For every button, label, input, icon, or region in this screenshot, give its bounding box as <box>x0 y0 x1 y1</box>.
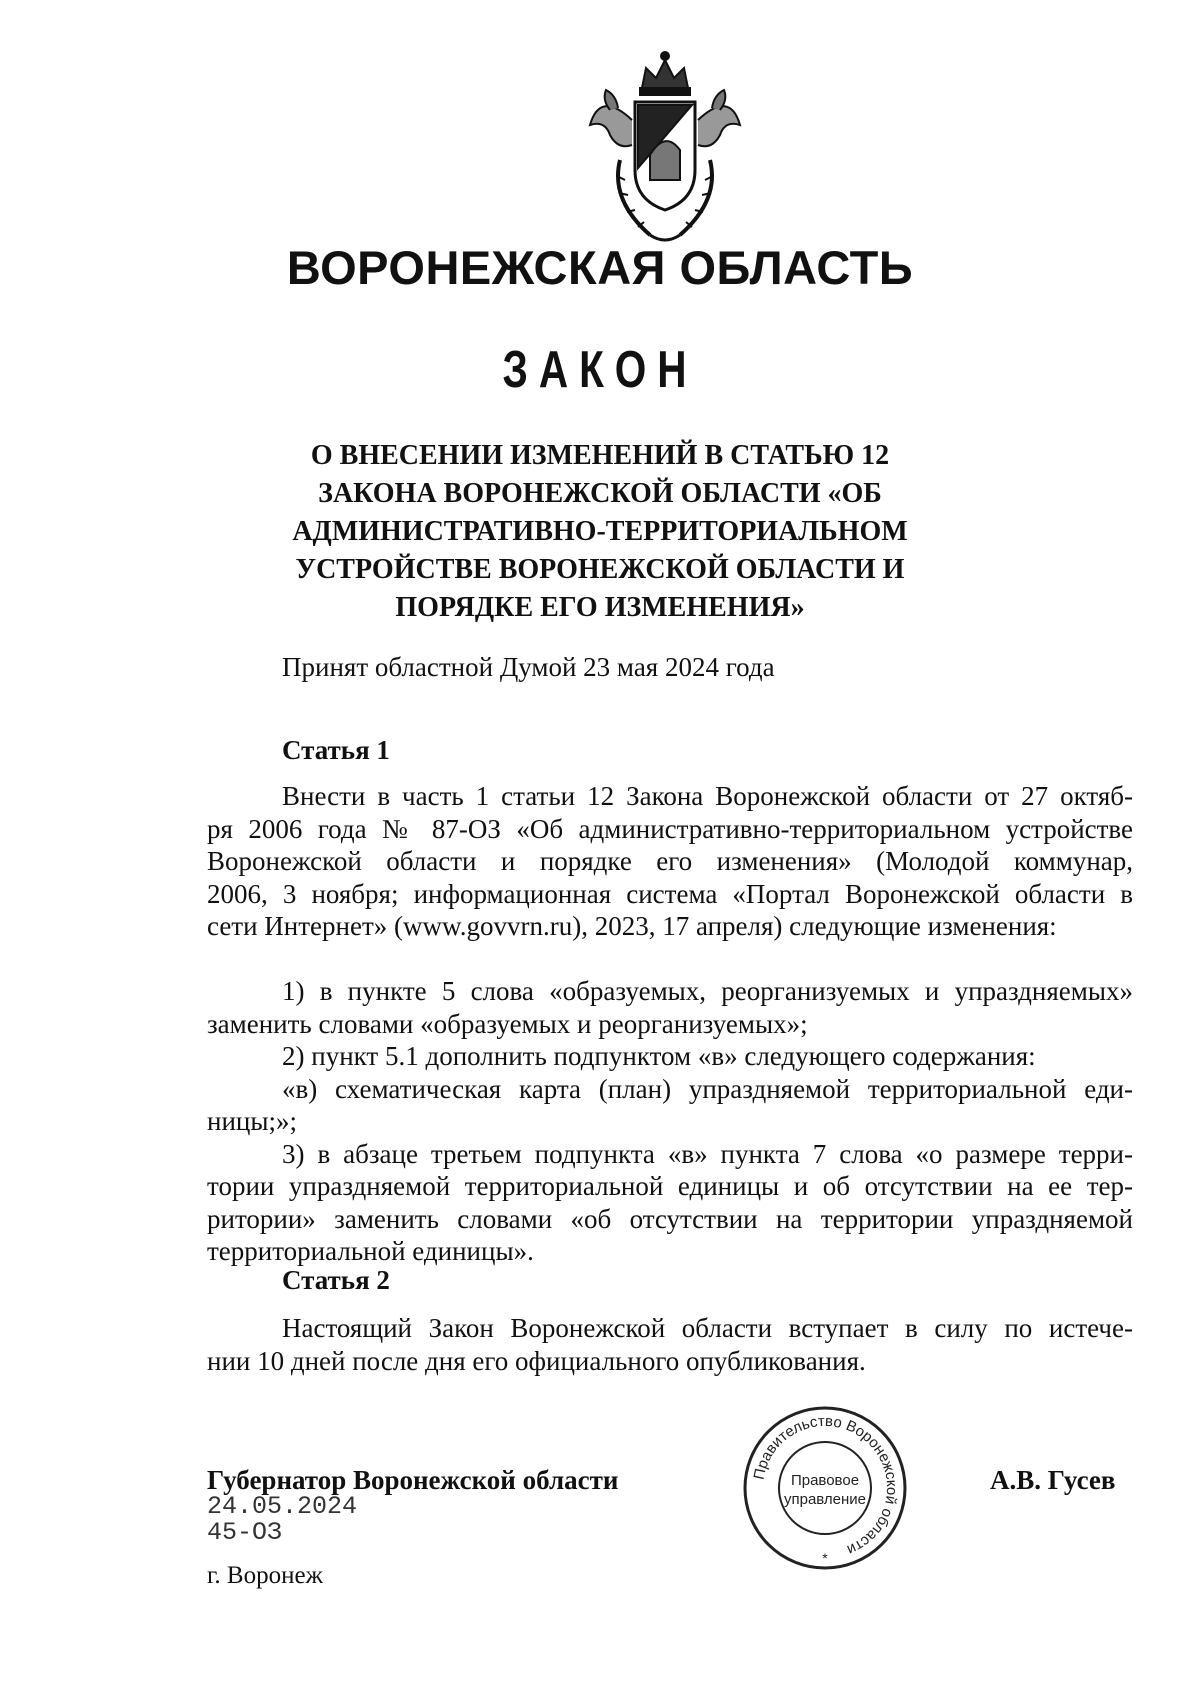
law-title <box>250 437 950 627</box>
law-title-line: ПОРЯДКЕ ЕГО ИЗМЕНЕНИЯ» <box>395 592 805 623</box>
adoption-note: Принят областной Думой 23 мая 2024 года <box>282 652 775 682</box>
article-2-text <box>207 1312 1133 1377</box>
text-line: тории упраздняемой территориальной единицы и об отсутствии на ее тер- <box>207 1171 1133 1201</box>
amendment-item-2 <box>207 1040 1133 1073</box>
amendment-item-2-text <box>207 1073 1133 1138</box>
law-date: 24.05.2024 <box>207 1492 358 1521</box>
signing-city: г. Воронеж <box>207 1562 323 1589</box>
text-line: Воронежской области и порядке его изменения» (Молодой коммунар, <box>207 846 1133 876</box>
article-1-intro <box>207 780 1133 943</box>
stamp-ring-text: Правительство Воронежской области <box>750 1412 901 1559</box>
text-line: «в) схематическая карта (план) упраздняемой территориальной еди- <box>282 1073 1133 1104</box>
text-line: 1) в пункте 5 слова «образуемых, реорганизуемых и упраздняемых» <box>282 976 1133 1006</box>
law-title-line: О ВНЕСЕНИИ ИЗМЕНЕНИЙ В СТАТЬЮ 12 <box>310 440 890 471</box>
law-title-line: УСТРОЙСТВЕ ВОРОНЕЖСКОЙ ОБЛАСТИ И <box>295 554 905 585</box>
coat-of-arms-icon <box>580 50 750 250</box>
signatory-name: А.В. Гусев <box>990 1465 1116 1495</box>
text-line: Внести в часть 1 статьи 12 Закона Воронежской области от 27 октяб- <box>282 781 1133 811</box>
text-line: Настоящий Закон Воронежской области вступает в силу по истече- <box>282 1313 1133 1343</box>
amendment-item-3 <box>207 1138 1133 1268</box>
text-line: 3) в абзаце третьем подпункта «в» пункта 7 слова «о размере терри- <box>282 1138 1133 1169</box>
text-line: ритории» заменить словами «об отсутствии на территории упраздняемой <box>207 1203 1133 1234</box>
text-line: заменить словами «образуемых и реорганизуемых»; <box>207 1008 808 1039</box>
document-type: ЗАКОН <box>502 341 698 399</box>
stamp-center-line: Правовое <box>790 1472 860 1489</box>
law-title-line: ЗАКОНА ВОРОНЕЖСКОЙ ОБЛАСТИ «ОБ <box>318 478 882 509</box>
official-stamp <box>740 1403 910 1573</box>
region-name: ВОРОНЕЖСКАЯ ОБЛАСТЬ <box>286 241 914 294</box>
text-line: сети Интернет» (www.govvrn.ru), 2023, 17 апреля) следующие изменения: <box>207 911 1057 941</box>
law-number: 45-ОЗ <box>207 1518 283 1547</box>
text-line: нии 10 дней после дня его официального опубликования. <box>207 1345 866 1376</box>
stamp-star-icon: * <box>822 1550 828 1566</box>
text-line: ря 2006 года № 87-ОЗ «Об административно-территориальном устройстве <box>207 813 1133 844</box>
amendment-item-1 <box>207 975 1133 1040</box>
text-line: 2006, 3 ноября; информационная система «Портал Воронежской области в <box>207 878 1133 909</box>
law-title-line: АДМИНИСТРАТИВНО-ТЕРРИТОРИАЛЬНОМ <box>292 516 908 547</box>
article-1-items <box>207 975 1133 1268</box>
signatory-position: Губернатор Воронежской области <box>207 1465 619 1495</box>
text-line: ницы;»; <box>207 1106 297 1136</box>
article-1-heading: Статья 1 <box>282 735 390 765</box>
stamp-center-line: управление <box>783 1491 867 1508</box>
text-line: 2) пункт 5.1 дополнить подпунктом «в» следующего содержания: <box>282 1041 1036 1071</box>
text-line: территориальной единицы». <box>207 1236 534 1266</box>
article-2-heading: Статья 2 <box>282 1265 390 1295</box>
